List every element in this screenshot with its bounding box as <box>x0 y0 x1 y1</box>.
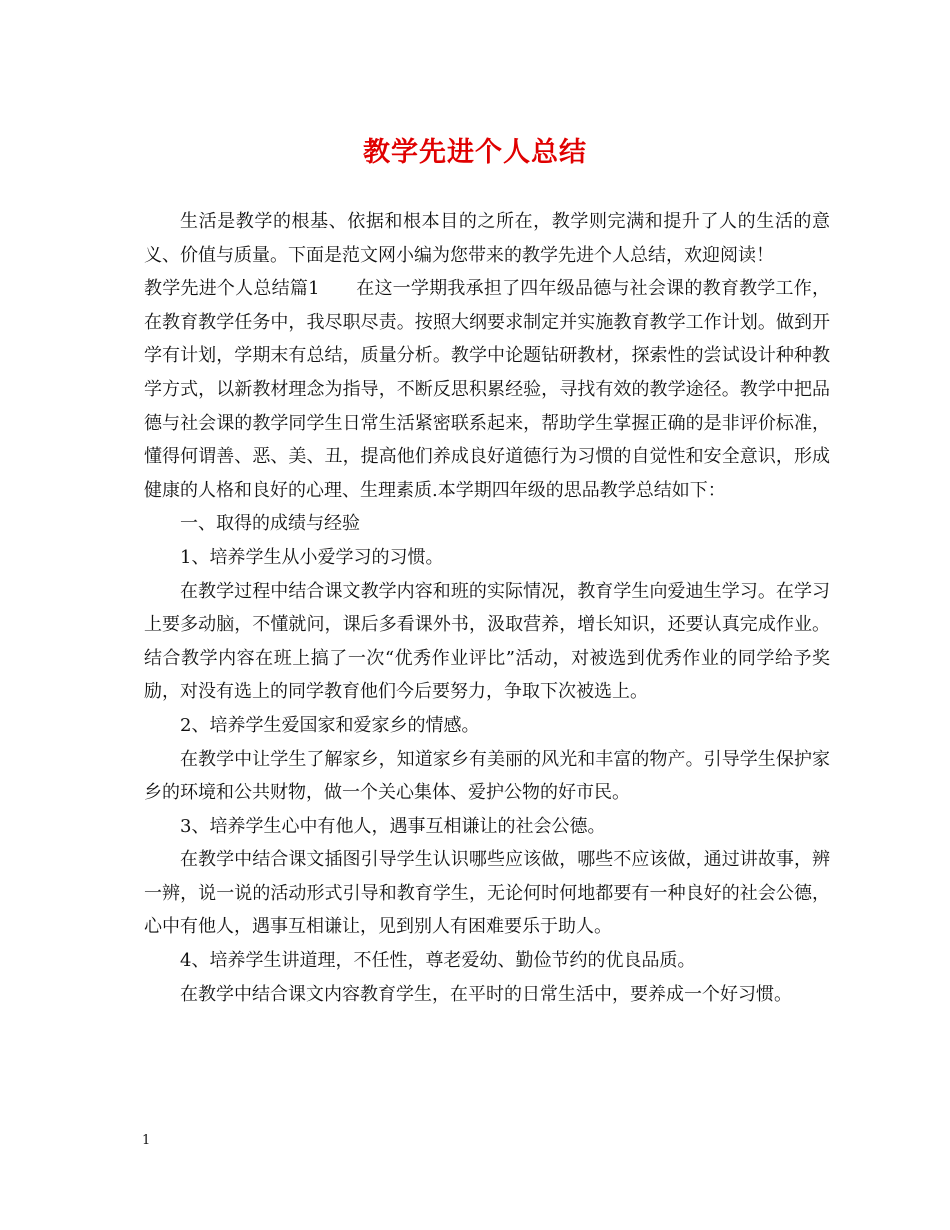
subheading-3: 3、培养学生心中有他人，遇事互相谦让的社会公德。 <box>180 815 606 837</box>
heading-achievements: 一、取得的成绩与经验 <box>180 513 360 535</box>
paragraph-4: 在教学中结合课文内容教育学生，在平时的日常生活中，要养成一个好习惯。 <box>180 983 792 1005</box>
paragraph-1: 在教学过程中结合课文教学内容和班的实际情况，教育学生向爱迪生学习。在学习上要多动脑，不懂就问，课后多看课外书，汲取营养，增长知识，还要认真完成作业。结合教学内容在班上搞了一次“优秀作业评比”活动，对被选到优秀作业的同学给予奖励，对没有选上的同学教育他们今后要努力，争取下次被选上。 <box>144 580 830 703</box>
paragraph-2: 在教学中让学生了解家乡，知道家乡有美丽的风光和丰富的物产。引导学生保护家乡的环境和公共财物，做一个关心集体、爱护公物的好市民。 <box>144 748 830 804</box>
document-body <box>144 205 830 1011</box>
subheading-4: 4、培养学生讲道理，不任性，尊老爱幼、勤俭节约的优良品质。 <box>180 950 696 972</box>
subheading-2: 2、培养学生爱国家和爱家乡的情感。 <box>180 714 480 736</box>
subheading-1: 1、培养学生从小爱学习的习惯。 <box>180 546 444 568</box>
paragraph-3: 在教学中结合课文插图引导学生认识哪些应该做，哪些不应该做，通过讲故事，辨一辨，说一说的活动形式引导和教育学生，无论何时何地都要有一种良好的社会公德，心中有他人，遇事互相谦让，见到别人有困难要乐于助人。 <box>144 849 830 938</box>
paragraph-section-1: 教学先进个人总结篇1 在这一学期我承担了四年级品德与社会课的教育教学工作，在教育教学任务中，我尽职尽责。按照大纲要求制定并实施教育教学工作计划。做到开学有计划，学期末有总结，质量分析。教学中论题钻研教材，探索性的尝试设计种种教学方式，以新教材理念为指导，不断反思积累经验，寻找有效的教学途径。教学中把品德与社会课的教学同学生日常生活紧密联系起来，帮助学生掌握正确的是非评价标准，懂得何谓善、恶、美、丑，提高他们养成良好道德行为习惯的自觉性和安全意识，形成健康的人格和良好的心理、生理素质.本学期四年级的思品教学总结如下： <box>144 278 830 501</box>
document-title: 教学先进个人总结 <box>363 137 587 168</box>
paragraph-intro: 生活是教学的根基、依据和根本目的之所在，教学则完满和提升了人的生活的意义、价值与质量。下面是范文网小编为您带来的教学先进个人总结，欢迎阅读！ <box>144 211 830 266</box>
page-number: 1 <box>142 1133 151 1148</box>
